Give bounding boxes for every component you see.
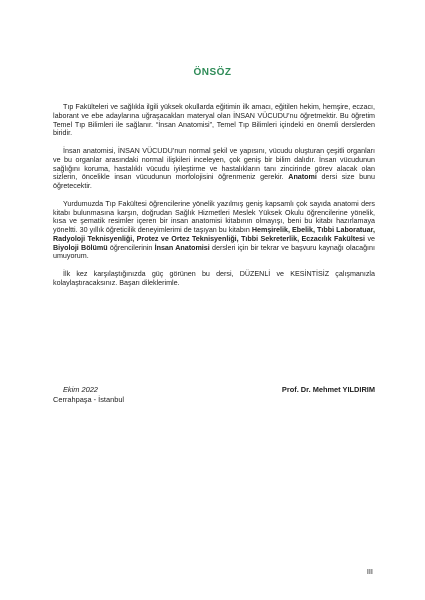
page-title: ÖNSÖZ	[193, 67, 232, 78]
text-run: öğrencilerinin	[107, 243, 155, 252]
paragraph-1	[53, 103, 375, 138]
bold-run: Biyoloji Bölümü	[53, 243, 108, 252]
bold-run: Anatomi	[288, 173, 317, 182]
text-run: İlk kez karşılaştığınızda güç görünen bu dersi, DÜZENLİ ve KESİNTİSİZ çalışmanızla kolaylaştıracaksınız. Başarı dileklerimle.	[53, 270, 375, 287]
text-run: İnsan anatomisi, İNSAN VÜCUDU’nun normal şekil ve yapısını, vücudu oluşturan çeşitli organları ve bu organlar arasındaki normal ilişkileri inceleyen, çok geniş bir bilim dalıdır. İnsan vücudunun sağlığını koruma, hastalıklı vücudu iyileştirme ve hastalıkların tanı zincirinde görev alacak olan sizlerin, öncelikle insan vücudunun morfolojisini öğrenmeniz gerekir.	[53, 147, 375, 182]
text-run: ve	[365, 234, 375, 243]
bold-run: Hemşirelik, Ebelik, Tıbbi Laboratuar, Radyoloji Teknisyenliği, Protez ve Ortez Teknisyenliği, Tıbbi Sekreterlik, Eczacılık Fakültesi	[53, 226, 375, 243]
paragraph-3	[53, 200, 375, 261]
text-run: Tıp Fakülteleri ve sağlıkla ilgili yüksek okullarda eğitimin ilk amacı, eğitilen hekim, hemşire, eczacı, laborant ve ebe adaylarına uğraşacakları materyal olan İNSAN VÜCUDU’nu öğretmektir. Bu öğretim Temel Tıp Bilimleri ile sağlanır. “İnsan Anatomisi”, Temel Tıp Bilimleri içindeki en önemli derslerden biridir.	[53, 103, 375, 138]
signature-date-place	[53, 385, 124, 404]
signature-date: Ekim 2022	[63, 385, 98, 394]
bold-run: İnsan Anatomisi	[154, 243, 210, 252]
paragraph-2	[53, 147, 375, 191]
preface-body	[53, 103, 375, 297]
signature-author: Prof. Dr. Mehmet YILDIRIM	[281, 385, 375, 394]
text-run: Yurdumuzda Tıp Fakültesi öğrencilerine yönelik yazılmış geniş kapsamlı çok sayıda anatomi ders kitabı bulunmasına karşın, doğrudan Sağlık Hizmetleri Meslek Yüksek Okulu öğrencilerine yönelik, kısa ve şematik resimler içeren bir insan anatomisi kitabının olmayışı, beni bu kitabı hazırlamaya yöneltti. 30 yıllık öğreticilik deneyimlerimi de taşıyan bu kitabın	[53, 199, 375, 234]
text-run: dersleri için bir tekrar ve başvuru kaynağı olacağını umuyorum.	[53, 243, 375, 261]
signature-place: Cerrahpaşa - İstanbul	[53, 394, 125, 404]
text-run: dersi size bunu öğretecektir.	[53, 173, 375, 190]
page-number: III	[366, 567, 373, 576]
paragraph-4	[53, 270, 375, 288]
